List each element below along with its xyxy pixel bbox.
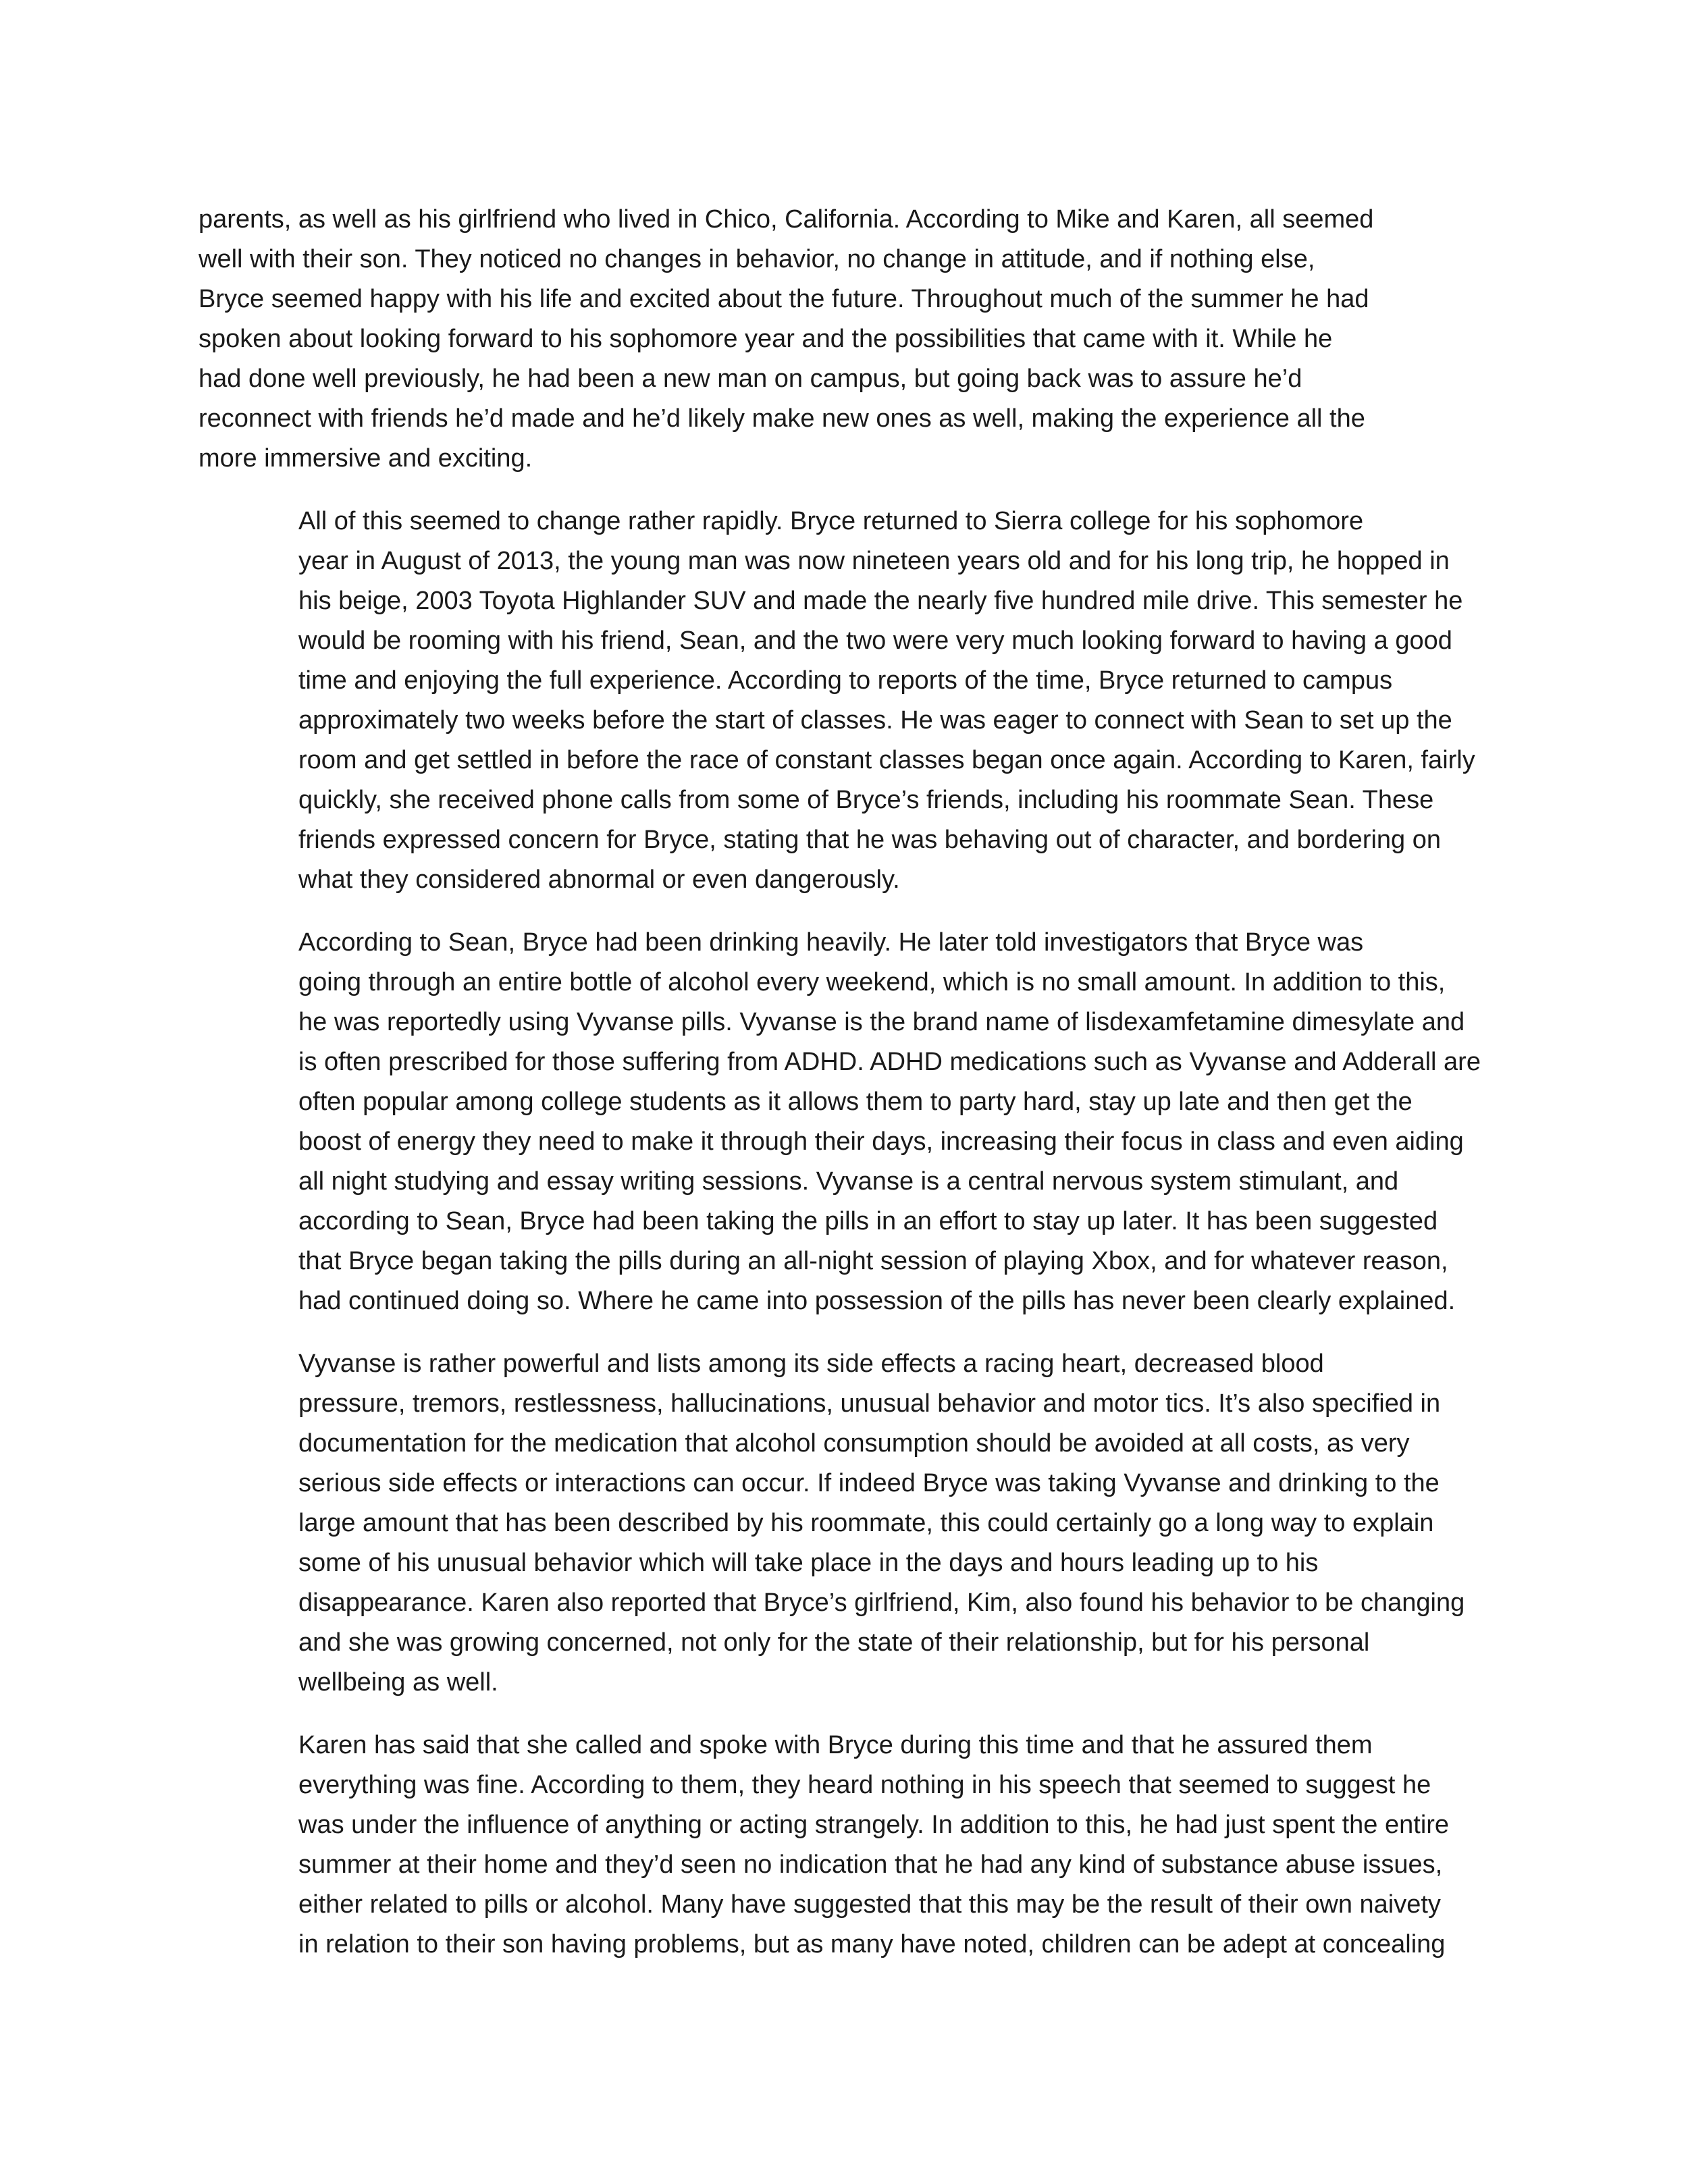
paragraph-4 (199, 1344, 1485, 1703)
text-line: in relation to their son having problems, but as many have noted, children can be adept at concealing (298, 1930, 1446, 1959)
text-line: disappearance. Karen also reported that Bryce’s girlfriend, Kim, also found his behavior to be changing (298, 1589, 1465, 1617)
text-line: Vyvanse is rather powerful and lists among its side effects a racing heart, decreased blood (298, 1350, 1324, 1378)
text-line: pressure, tremors, restlessness, hallucinations, unusual behavior and motor tics. It’s also specified in (298, 1389, 1441, 1418)
text-line: that Bryce began taking the pills during an all-night session of playing Xbox, and for whatever reason, (298, 1247, 1448, 1275)
text-line: documentation for the medication that alcohol consumption should be avoided at all costs, as very (298, 1429, 1410, 1458)
text-line: and she was growing concerned, not only for the state of their relationship, but for his personal (298, 1628, 1370, 1657)
text-line: boost of energy they need to make it through their days, increasing their focus in class and even aiding (298, 1127, 1464, 1156)
text-line: serious side effects or interactions can occur. If indeed Bryce was taking Vyvanse and drinking to the (298, 1469, 1440, 1497)
text-line: time and enjoying the full experience. According to reports of the time, Bryce returned to campus (298, 666, 1393, 695)
paragraph-1 (199, 200, 1485, 479)
text-line: approximately two weeks before the start of classes. He was eager to connect with Sean to set up the (298, 706, 1452, 735)
text-line: some of his unusual behavior which will take place in the days and hours leading up to his (298, 1549, 1319, 1577)
body-text (199, 200, 1485, 1965)
text-line: friends expressed concern for Bryce, stating that he was behaving out of character, and bordering on (298, 826, 1442, 854)
text-line: had continued doing so. Where he came into possession of the pills has never been clearly explained. (298, 1287, 1456, 1315)
text-line: had done well previously, he had been a new man on campus, but going back was to assure he’d (199, 365, 1302, 393)
paragraph-5 (199, 1726, 1485, 1965)
text-line: Karen has said that she called and spoke with Bryce during this time and that he assured them (298, 1731, 1373, 1759)
text-line: all night studying and essay writing sessions. Vyvanse is a central nervous system stimulant, and (298, 1167, 1399, 1196)
text-line: summer at their home and they’d seen no indication that he had any kind of substance abuse issues, (298, 1850, 1443, 1879)
text-line: wellbeing as well. (298, 1668, 498, 1697)
text-line: everything was fine. According to them, they heard nothing in his speech that seemed to suggest he (298, 1771, 1431, 1799)
text-line: more immersive and exciting. (199, 444, 533, 473)
text-line: often popular among college students as it allows them to party hard, stay up late and then get the (298, 1088, 1413, 1116)
text-line: year in August of 2013, the young man was now nineteen years old and for his long trip, he hopped in (298, 547, 1450, 575)
paragraph-3 (199, 923, 1485, 1321)
text-line: going through an entire bottle of alcohol every weekend, which is no small amount. In addition to this, (298, 968, 1446, 996)
text-line: he was reportedly using Vyvanse pills. Vyvanse is the brand name of lisdexamfetamine dimesylate and (298, 1008, 1465, 1036)
text-line: All of this seemed to change rather rapidly. Bryce returned to Sierra college for his sophomore (298, 507, 1364, 535)
text-line: either related to pills or alcohol. Many have suggested that this may be the result of their own naivety (298, 1890, 1441, 1919)
text-line: was under the influence of anything or acting strangely. In addition to this, he had just spent the entire (298, 1811, 1450, 1839)
text-line: his beige, 2003 Toyota Highlander SUV and made the nearly five hundred mile drive. This semester he (298, 587, 1463, 615)
text-line: well with their son. They noticed no changes in behavior, no change in attitude, and if nothing else, (199, 245, 1315, 273)
text-line: Bryce seemed happy with his life and excited about the future. Throughout much of the summer he had (199, 285, 1369, 313)
text-line: large amount that has been described by his roommate, this could certainly go a long way to explain (298, 1509, 1434, 1537)
text-line: would be rooming with his friend, Sean, and the two were very much looking forward to having a good (298, 627, 1452, 655)
text-line: what they considered abnormal or even dangerously. (298, 865, 900, 894)
text-line: according to Sean, Bryce had been taking the pills in an effort to stay up later. It has been suggested (298, 1207, 1438, 1235)
text-line: quickly, she received phone calls from some of Bryce’s friends, including his roommate Sean. These (298, 786, 1434, 814)
text-line: reconnect with friends he’d made and he’d likely make new ones as well, making the experience all the (199, 404, 1365, 433)
text-line: room and get settled in before the race of constant classes began once again. According to Karen, fairly (298, 746, 1475, 774)
paragraph-2 (199, 502, 1485, 900)
text-line: is often prescribed for those suffering from ADHD. ADHD medications such as Vyvanse and Adderall are (298, 1048, 1481, 1076)
text-line: parents, as well as his girlfriend who lived in Chico, California. According to Mike and Karen, all seemed (199, 205, 1374, 234)
text-line: spoken about looking forward to his sophomore year and the possibilities that came with it. While he (199, 325, 1333, 353)
text-line: According to Sean, Bryce had been drinking heavily. He later told investigators that Bryce was (298, 928, 1364, 957)
